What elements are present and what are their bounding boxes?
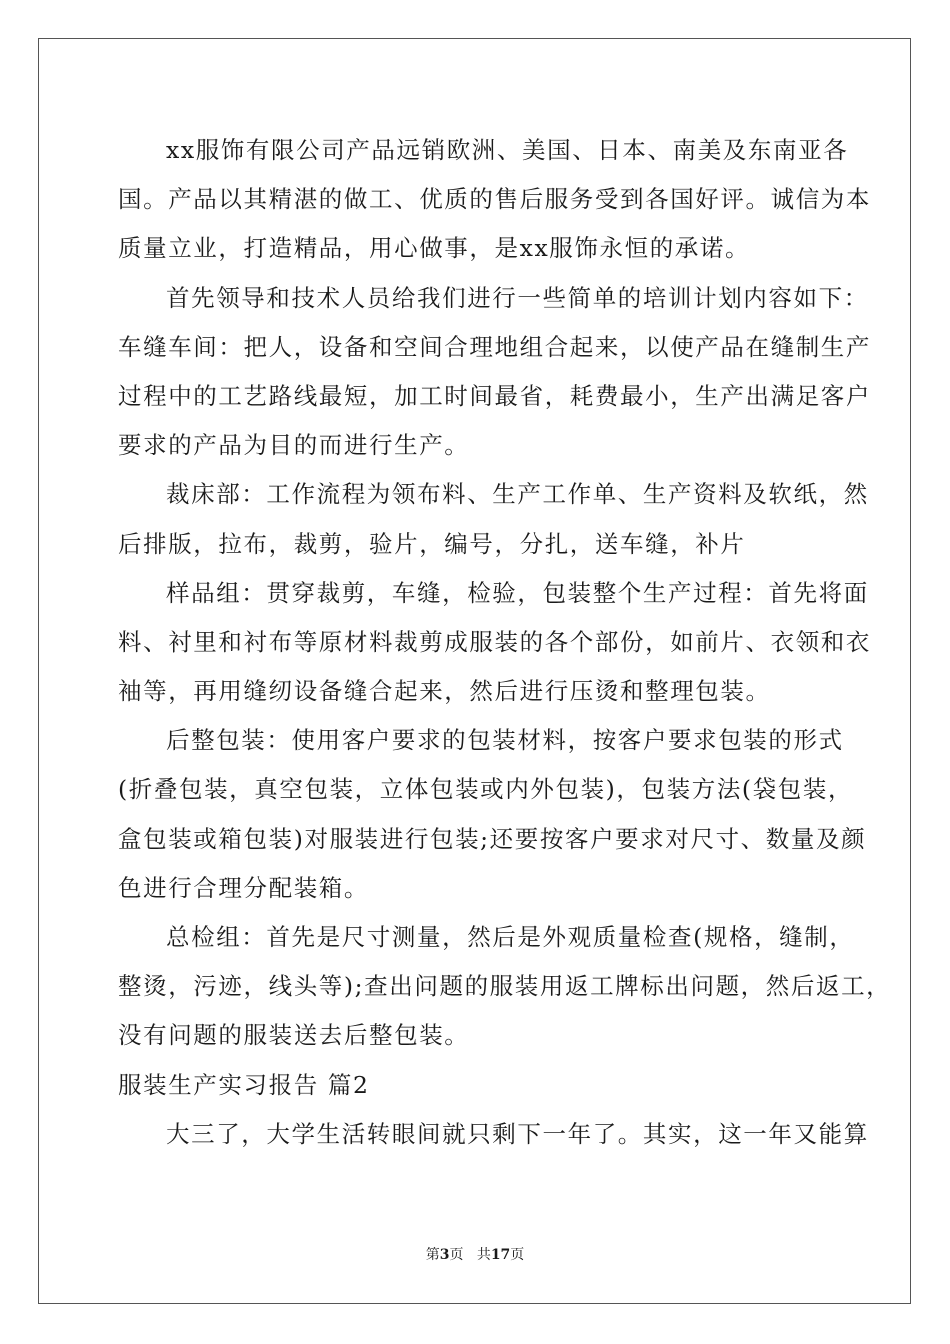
text-line: 国。产品以其精湛的做工、优质的售后服务受到各国好评。诚信为本: [118, 185, 871, 214]
text-line: 首先领导和技术人员给我们进行一些简单的培训计划内容如下：: [166, 283, 869, 312]
current-page-number: 3: [439, 1247, 450, 1263]
text-line: 要求的产品为目的而进行生产。: [118, 431, 470, 460]
text-line: 质量立业，打造精品，用心做事，是xx服饰永恒的承诺。: [118, 234, 751, 263]
text-line: 后排版，拉布，裁剪，验片，编号，分扎，送车缝，补片: [118, 529, 746, 558]
text-line: 车缝车间：把人，设备和空间合理地组合起来，以使产品在缝制生产: [118, 332, 871, 361]
text-line: 料、衬里和衬布等原材料裁剪成服装的各个部份，如前片、衣领和衣: [118, 627, 871, 656]
text-line: 样品组：贯穿裁剪，车缝，检验，包装整个生产过程：首先将面: [166, 578, 869, 607]
total-pages-number: 17: [490, 1247, 511, 1263]
page-suffix: 页: [449, 1247, 464, 1263]
text-line: (折叠包装，真空包装，立体包装或内外包装)，包装方法(袋包装，: [118, 775, 854, 804]
total-suffix: 页: [510, 1247, 525, 1263]
document-body: [118, 126, 892, 1159]
text-line: 过程中的工艺路线最短，加工时间最省，耗费最小，生产出满足客户: [118, 381, 871, 410]
text-line: 袖等，再用缝纫设备缝合起来，然后进行压烫和整理包装。: [118, 677, 771, 706]
text-line: 裁床部：工作流程为领布料、生产工作单、生产资料及软纸，然: [166, 480, 869, 509]
total-prefix: 共: [476, 1247, 491, 1263]
text-line: xx服饰有限公司产品远销欧洲、美国、日本、南美及东南亚各: [166, 136, 849, 164]
text-line: 色进行合理分配装箱。: [118, 873, 369, 902]
text-line: 盒包装或箱包装)对服装进行包装;还要按客户要求对尺寸、数量及颜: [118, 824, 867, 853]
text-line: 总检组：首先是尺寸测量，然后是外观质量检查(规格，缝制，: [166, 923, 855, 951]
text-line: 后整包装：使用客户要求的包装材料，按客户要求包装的形式: [166, 726, 844, 755]
page-footer: [0, 1245, 950, 1265]
text-line: 大三了，大学生活转眼间就只剩下一年了。其实，这一年又能算: [166, 1119, 869, 1148]
text-line: 整烫，污迹，线头等);查出问题的服装用返工牌标出问题，然后返工，: [118, 972, 892, 1001]
section-heading: 服装生产实习报告 篇2: [118, 1070, 370, 1099]
page-prefix: 第: [425, 1247, 440, 1263]
text-line: 没有问题的服装送去后整包装。: [118, 1021, 470, 1050]
